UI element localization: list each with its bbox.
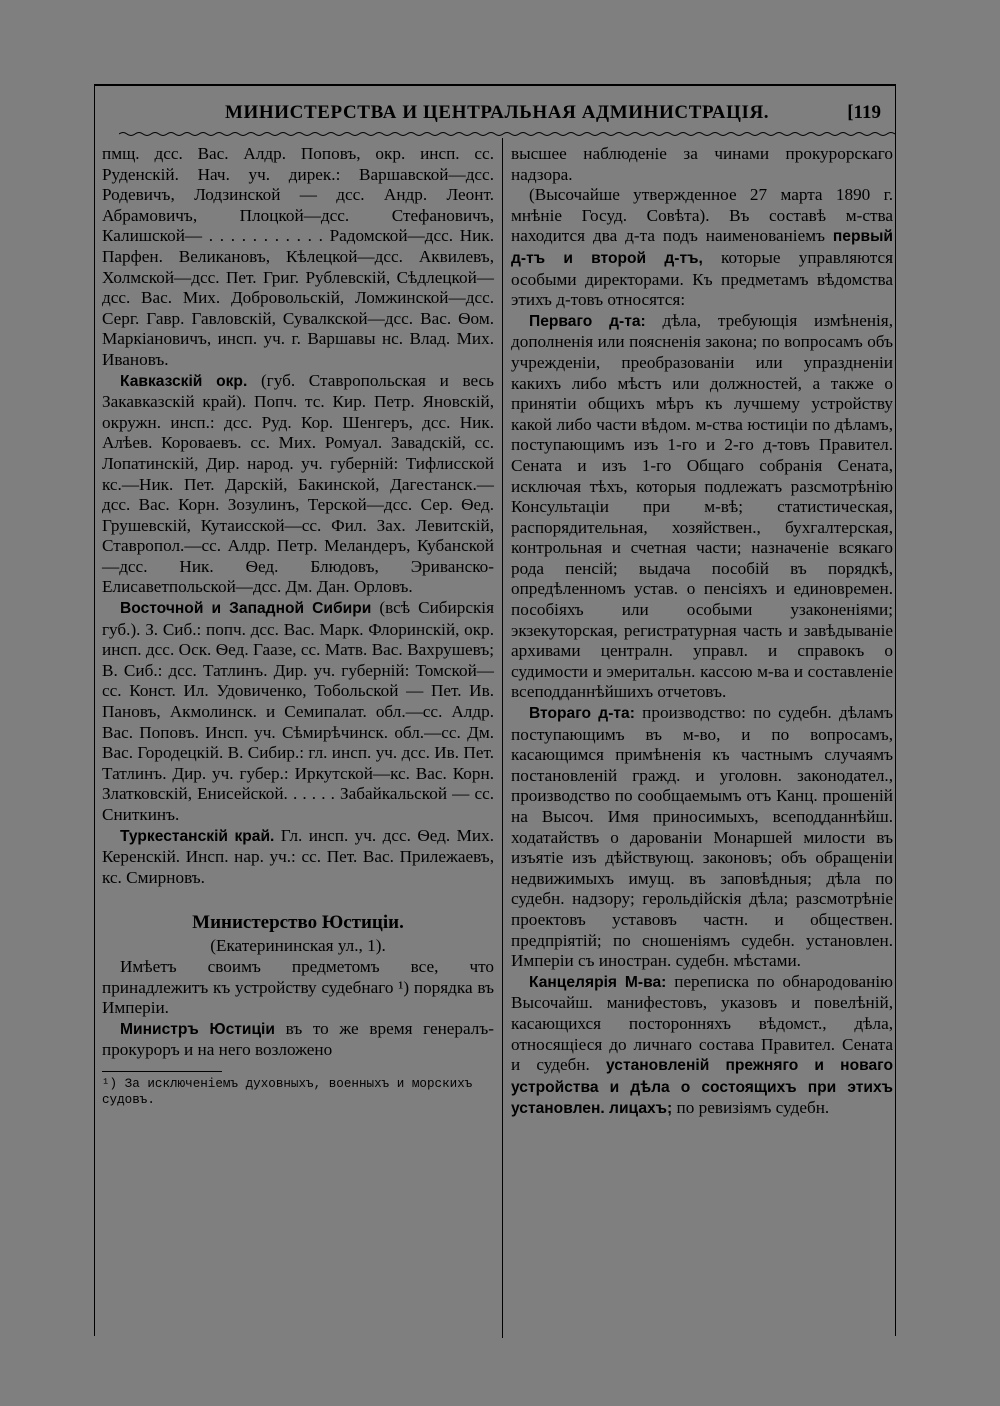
ministry-purpose: Имѣетъ своимъ предметомъ все, что принадлежитъ къ устройству судебнаго ¹) порядка въ Имперіи. [102, 956, 494, 1018]
first-department-text: дѣла, требующія измѣненія, дополненія или поясненія закона; по вопросамъ объ учрежденіи, преобразованіи или упраздненіи какихъ либо мѣстъ или должностей, а также о принятіи общихъ мѣръ къ лучшему устройству какой либо части вѣдом. м-ства юстиціи по дѣламъ, поступающимъ изъ 1-го и 2-го д-товъ Правител. Сената и изъ 1-го Общаго собранія Сената, исключая тѣхъ, которыя подлежатъ разсмотрѣнію Консультаціи при м-вѣ; статистическая, распорядительная, хозяйствен., бухгалтерская, контрольная и счетная части; назначеніе всякаго рода пенсій; выдача пособій въ порядкѣ, опредѣленномъ устав. о пенсіяхъ и единовремен. пособіяхъ или особыми узаконеніями; экзекуторская, регистратурная часть и завѣдываніе архивами централн. управл. и справокъ о судимости и эмеритальн. кассою м-ва и составленіе всеподданнѣйшихъ отчетовъ. [511, 310, 893, 702]
turkestan-heading: Туркестанскій край. [120, 827, 275, 845]
turkestan-paragraph [102, 826, 494, 889]
footnote-rule [102, 1071, 222, 1072]
caucasus-district-text: (губ. Ставропольская и весь Закавказскій край). Попч. тс. Кир. Петр. Яновскій, окружн. инсп.: дсс. Руд. Кор. Шенгеръ, дсс. Ник. Алѣев. Короваевъ. сс. Мих. Ромуал. Завадскій, сс. Лопатинскій, Дир. народ. уч. губерній: Тифлисской кс.—Ник. Пет. Дарскій, Бакинской, Дагестанск.—дсс. Вас. Корн. Зозулинъ, Терской—дсс. Сер. Ѳед. Грушевскій, Кутаисской—сс. Фил. Зах. Левитскій, Ставропол.—сс. Алдр. Петр. Меландеръ, Кубанской—дсс. Ник. Ѳед. Блюдовъ, Эриванско-Елисаветпольской—дсс. Дм. Дан. Орловъ. [102, 370, 494, 597]
page-number: [119 [847, 102, 881, 123]
caucasus-district-paragraph [102, 371, 494, 599]
chancellery-bold-text: установленій прежняго и новаго устройства и дѣла о состоящихъ при этихъ установлен. лицахъ; [511, 1057, 893, 1118]
second-department-text: производство: по судебн. дѣламъ поступающимъ въ м-во, и по вопросамъ, касающимся примѣненія къ частнымъ случаямъ постановленій гражд. и уголовн. законодател., производство по сообщаемымъ отъ Канц. прошеній на Высоч. Имя приносимыхъ, всеподданнѣйш. ходатайствъ о дарованіи Монаршей милости въ изъятіе изъ дѣйствующ. законовъ; объ обращеніи недвижимыхъ имущ. въ заповѣдныя; дѣла по судебн. надзору; герольдійскія дѣла; разсмотрѣніе проектовъ уставовъ частн. и обществен. предпріятій; по сношеніямъ судебн. установлен. Имперіи съ иностран. судебн. мѣстами. [511, 703, 893, 971]
structure-paragraph [511, 185, 893, 311]
warsaw-district-text: пмщ. дсс. Вас. Алдр. Поповъ, окр. инсп. сс. Руденскій. Нач. уч. дирек.: Варшавской—дсс. Родевичъ, Лодзинской — дсс. Андр. Леонт. Абрамовичъ, Плоцкой—дсс. Стефановичъ, Калишской— . . . . . . . . . . . Радомской—дсс. Ник. Парфен. Великановъ, Кѣлецкой—дсс. Аквилевъ, Холмской—дсс. Пет. Григ. Рублевскій, Сѣдлецкой—дсс. Вас. Мих. Добровольскій, Ломжинской—дсс. Серг. Гавр. Гавловскій, Сувалкской—дсс. Вас. Ѳом. Маркіановичъ, инсп. уч. г. Варшавы нс. Влад. Мих. Ивановъ. [102, 144, 494, 369]
chancellery-text-b: по ревизіямъ судебн. [672, 1098, 830, 1118]
chancellery-heading: Канцелярія М-ва: [529, 973, 667, 991]
ministry-address: (Екатерининская ул., 1). [210, 936, 386, 956]
page [94, 84, 896, 1336]
second-department-paragraph [511, 703, 893, 972]
minister-heading: Министръ Юстиціи [120, 1020, 275, 1038]
section-title: Министерство Юстиціи. [192, 912, 404, 934]
footnote: ¹) За исключеніемъ духовныхъ, военныхъ и морскихъ судовъ. [102, 1076, 473, 1107]
structure-text-a: (Высочайше утвержденное 27 марта 1890 г. мнѣніе Госуд. Совѣта). Въ составѣ м-ства находится два д-та подъ наименованіемъ [511, 185, 893, 246]
left-column [102, 144, 494, 1108]
turkestan-text: Гл. инсп. уч. дсс. Ѳед. Мих. Керенскій. Инсп. нар. уч.: сс. Пет. Вас. Прилежаевъ, кс. Смирновъ. [102, 825, 494, 887]
minister-text: въ то же время генералъ-прокуроръ и на него возложено [102, 1018, 494, 1060]
minister-paragraph [102, 1019, 494, 1061]
siberia-heading: Восточной и Западной Сибири [120, 600, 372, 618]
first-department-heading: Перваго д-та: [529, 312, 646, 330]
continuation-text: высшее наблюденіе за чинами прокурорскаго надзора. [511, 144, 893, 184]
column-separator [502, 138, 503, 1338]
caucasus-district-heading: Кавказскій окр. [120, 372, 248, 390]
wavy-rule [119, 130, 895, 138]
chancellery-text-a: переписка по обнародованію Высочайш. манифестовъ, указовъ и повелѣній, касающихся посторонняхъ вѣдомст., дѣла, относящіеся до личнаго состава Правител. Сената и судебн. [511, 971, 893, 1075]
structure-text-b: которые управляются особыми директорами. Къ предметамъ вѣдомства этихъ д-товъ относятся: [511, 247, 893, 310]
second-department-heading: Втораго д-та: [529, 705, 635, 723]
siberia-paragraph [102, 598, 494, 826]
page-header [95, 102, 895, 132]
running-title: МИНИСТЕРСТВА И ЦЕНТРАЛЬНАЯ АДМИНИСТРАЦІЯ. [225, 102, 770, 123]
right-column [511, 144, 893, 1120]
chancellery-paragraph [511, 972, 893, 1120]
siberia-text: (всѣ Сибирскія губ.). З. Сиб.: попч. дсс. Вас. Марк. Флоринскій, окр. инсп. дсс. Оск. Ѳед. Гаазе, сс. Матв. Вас. Вахрушевъ; В. Сиб.: дсс. Татлинъ. Дир. уч. губерній: Томской—сс. Конст. Ил. Удовиченко, Тобольской — Пет. Ив. Пановъ, Акмолинск. и Семипалат. обл.—сс. Алдр. Вас. Поповъ. Инсп. уч. Сѣмирѣчинск. обл.—сс. Дм. Вас. Городецкій. В. Сибир.: гл. инсп. уч. дсс. Ив. Пет. Татлинъ. Дир. уч. губер.: Иркутской—кс. Вас. Корн. Златковскій, Енисейской. . . . . . Забайкальской — сс. Сниткинъ. [102, 598, 494, 824]
departments-names: первый д-тъ и второй д-тъ, [511, 228, 893, 267]
first-department-paragraph [511, 311, 893, 703]
